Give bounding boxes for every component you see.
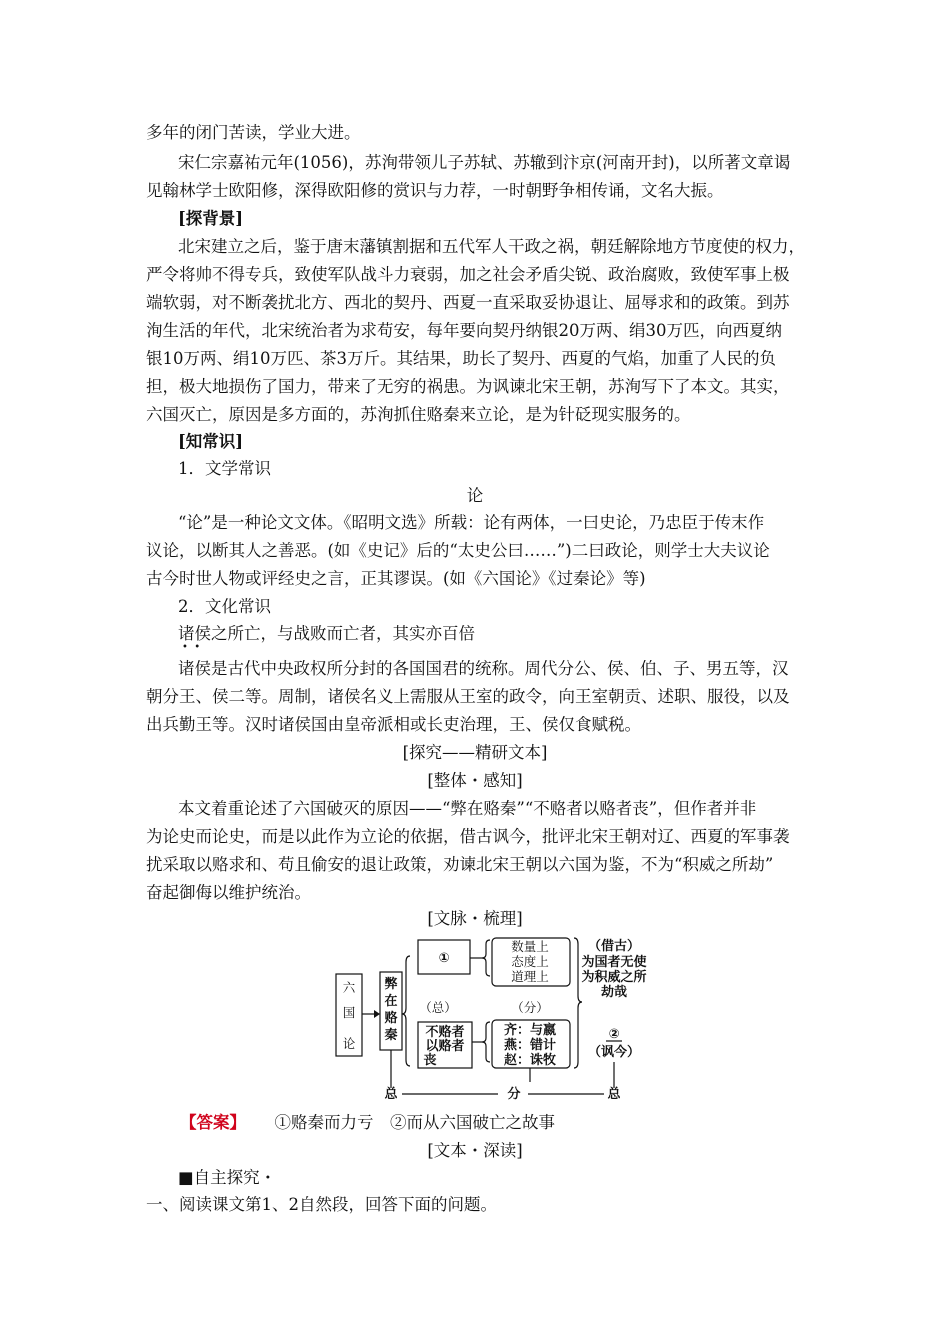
paragraph-line: 古今时世人物或评经史之言，正其谬误。(如《六国论》《过秦论》等) <box>146 569 646 588</box>
answer-text: ①赂秦而力亏 ②而从六国破亡之故事 <box>274 1113 555 1132</box>
paragraph-line: 奋起御侮以维护统治。 <box>146 883 311 902</box>
diagram-core-char: 赂 <box>384 1011 398 1026</box>
diagram-bottom-left-item: 以赂者 <box>425 1039 465 1054</box>
paragraph-line: 扰采取以赂求和、苟且偷安的退让政策，劝谏北宋王朝以六国为鉴，不为“积威之所劫” <box>146 855 774 874</box>
section-heading-explore: [探究——精研文本] <box>402 743 548 762</box>
diagram-brace-bottom <box>482 1022 490 1062</box>
answer-line <box>180 1113 555 1133</box>
diagram-blank-2: ② <box>608 1027 620 1042</box>
diagram-axis-start: 总 <box>384 1087 398 1102</box>
diagram-brace-main <box>402 956 410 1066</box>
emphasis-dots: • • <box>182 642 201 653</box>
quoted-sentence <box>178 624 475 653</box>
diagram-bottom-right-item: 赵：诛牧 <box>503 1053 557 1068</box>
centered-term: 论 <box>466 486 484 505</box>
diagram-label-zong: （总） <box>419 1000 457 1015</box>
diagram-core-char: 秦 <box>384 1028 398 1043</box>
paragraph-line: 多年的闭门苦读，学业大进。 <box>146 123 361 142</box>
list-item: 2．文化常识 <box>178 597 271 616</box>
diagram-axis-mid: 分 <box>507 1087 521 1102</box>
section-heading-knowledge: [知常识] <box>178 432 244 451</box>
paragraph-line: 银10万两、绢10万匹、茶3万斤。其结果，助长了契丹、西夏的气焰，加重了人民的负 <box>146 349 776 368</box>
question-line: 一、阅读课文第1、2自然段，回答下面的问题。 <box>146 1195 497 1214</box>
diagram-title-char: 国 <box>342 1005 356 1020</box>
diagram-bottom-right-item: 齐：与嬴 <box>503 1023 557 1038</box>
diagram-bottom-right-item: 燕：错计 <box>503 1038 557 1053</box>
diagram-jiegu-text: 为国者无使 <box>581 955 647 970</box>
diagram-core-char: 在 <box>384 994 398 1009</box>
diagram-jiegu-text: 劫哉 <box>600 985 628 1000</box>
paragraph-line: 担，极大地损伤了国力，带来了无穷的祸患。为讽谏北宋王朝，苏洵写下了本文。其实， <box>146 377 790 396</box>
diagram-label-fen: （分） <box>511 1000 549 1015</box>
answer-label: 【答案】 <box>180 1113 246 1132</box>
paragraph-line: 宋仁宗嘉祐元年(1056)，苏洵带领儿子苏轼、苏辙到汴京(河南开封)，以所著文章谒 <box>178 153 791 172</box>
diagram-top-item: 道理上 <box>511 969 549 984</box>
diagram-top-item: 数量上 <box>511 939 549 954</box>
quoted-sentence-text: 诸侯之所亡，与战败而亡者，其实亦百倍 <box>178 624 475 643</box>
diagram-blank-1: ① <box>438 951 450 966</box>
paragraph-line: 议论，以断其人之善恶。(如《史记》后的“太史公曰……”)二曰政论，则学士大夫议论 <box>146 541 770 560</box>
subsection-heading: ■自主探究・ <box>178 1168 277 1187</box>
structure-diagram <box>330 930 650 1102</box>
paragraph-line: 六国灭亡，原因是多方面的，苏洵抓住赂秦来立论，是为针砭现实服务的。 <box>146 405 691 424</box>
paragraph-line: 北宋建立之后，鉴于唐末藩镇割据和五代军人干政之祸，朝廷解除地方节度使的权力， <box>178 237 805 256</box>
section-heading-overall: [整体・感知] <box>427 771 523 790</box>
diagram-title-char: 论 <box>342 1036 356 1051</box>
list-item: 1．文学常识 <box>178 459 271 478</box>
paragraph-line: 诸侯是古代中央政权所分封的各国国君的统称。周代分公、侯、伯、子、男五等，汉 <box>178 659 789 678</box>
diagram-title-char: 六 <box>342 980 356 995</box>
paragraph-line: 严令将帅不得专兵，致使军队战斗力衰弱，加之社会矛盾尖锐、政治腐败，致使军事上极 <box>146 265 790 284</box>
paragraph-line: 朝分王、侯二等。周制，诸侯名义上需服从王室的政令，向王室朝贡、述职、服役，以及 <box>146 687 790 706</box>
paragraph-line: “论”是一种论文文体。《昭明文选》所载：论有两体，一曰史论，乃忠臣于传末作 <box>178 513 765 532</box>
paragraph-line: 洵生活的年代，北宋统治者为求苟安，每年要向契丹纳银20万两、绢30万匹，向西夏纳 <box>146 321 782 340</box>
section-heading-structure: [文脉・梳理] <box>427 909 523 928</box>
paragraph-line: 出兵勤王等。汉时诸侯国由皇帝派相或长吏治理，王、侯仅食赋税。 <box>146 715 641 734</box>
diagram-axis-end: 总 <box>607 1087 621 1102</box>
diagram-brace-top <box>482 940 490 976</box>
diagram-label-jiegu: （借古） <box>587 939 641 954</box>
diagram-bottom-left-item: 丧 <box>423 1053 437 1068</box>
diagram-label-fengjin: （讽今） <box>587 1045 641 1060</box>
paragraph-line: 为论史而论史，而是以此作为立论的依据，借古讽今，批评北宋王朝对辽、西夏的军事袭 <box>146 827 790 846</box>
section-heading-deep-read: [文本・深读] <box>427 1141 523 1160</box>
diagram-jiegu-text: 为积威之所 <box>581 970 647 985</box>
paragraph-line: 本文着重论述了六国破灭的原因——“弊在赂秦”“不赂者以赂者丧”，但作者并非 <box>178 799 757 818</box>
diagram-core-char: 弊 <box>384 977 398 992</box>
section-heading-background: [探背景] <box>178 209 244 228</box>
diagram-arrow-head <box>374 1010 380 1018</box>
paragraph-line: 见翰林学士欧阳修，深得欧阳修的赏识与力荐，一时朝野争相传诵，文名大振。 <box>146 181 724 200</box>
diagram-bottom-left-item: 不赂者 <box>425 1025 465 1040</box>
paragraph-line: 端软弱，对不断袭扰北方、西北的契丹、西夏一直采取妥协退让、屈辱求和的政策。到苏 <box>146 293 790 312</box>
diagram-top-item: 态度上 <box>511 954 549 969</box>
